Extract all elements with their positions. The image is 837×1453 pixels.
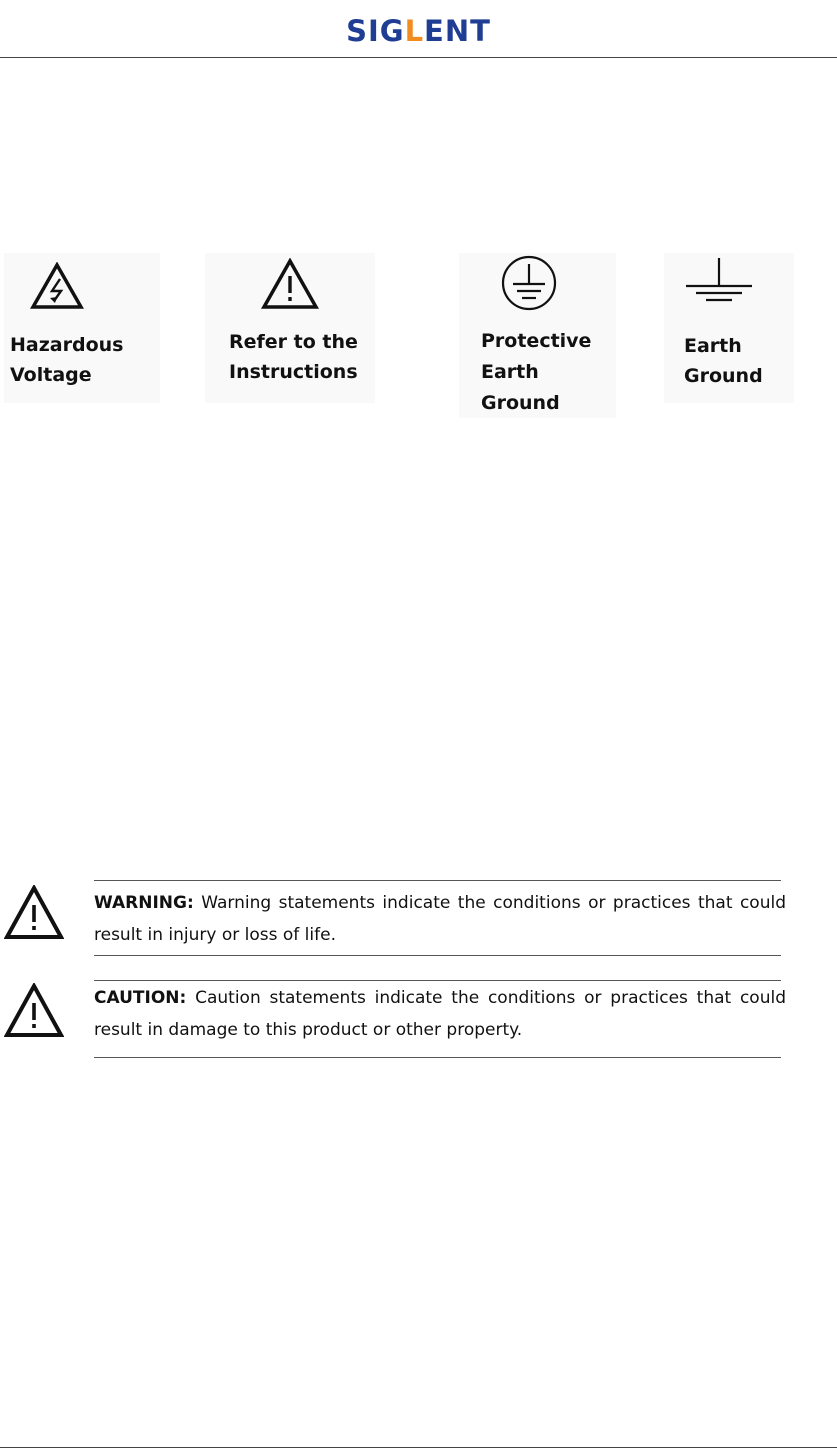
caution-text <box>94 982 786 1046</box>
warning-bottom-rule <box>94 955 781 956</box>
warning-triangle-icon <box>4 885 64 941</box>
caution-body: Caution statements indicate the conditions or practices that could result in damage to this product or other property. <box>94 988 786 1040</box>
caution-bottom-rule <box>94 1057 781 1058</box>
logo-text-sig: SIG <box>346 14 405 48</box>
warning-body: Warning statements indicate the conditions or practices that could result in injury or loss of life. <box>94 893 786 945</box>
protective-earth-ground-icon <box>498 254 562 312</box>
logo-text-ent: ENT <box>424 14 491 48</box>
caution-triangle-icon <box>4 983 64 1039</box>
warning-keyword: WARNING: <box>94 893 194 913</box>
warning-top-rule <box>94 880 781 881</box>
caution-top-rule <box>94 980 781 981</box>
warning-text <box>94 887 786 951</box>
caution-notice <box>0 980 837 1060</box>
siglent-logo <box>0 14 837 48</box>
footer-divider <box>0 1447 837 1448</box>
symbol-protective-earth-ground <box>459 253 616 418</box>
refer-instructions-icon <box>261 258 319 310</box>
symbol-label: Protective Earth Ground <box>481 330 592 414</box>
symbol-hazardous-voltage <box>4 253 160 403</box>
symbol-refer-instructions <box>205 253 375 403</box>
header-divider <box>0 57 837 58</box>
symbol-label: Refer to the Instructions <box>229 331 358 383</box>
symbol-label: Earth Ground <box>684 335 763 387</box>
symbol-earth-ground <box>664 253 794 403</box>
logo-text-l: L <box>404 14 425 48</box>
hazardous-voltage-icon <box>30 262 84 310</box>
earth-ground-icon <box>684 256 754 304</box>
warning-notice <box>0 880 837 960</box>
symbol-label: Hazardous Voltage <box>10 334 124 386</box>
caution-keyword: CAUTION: <box>94 988 187 1008</box>
